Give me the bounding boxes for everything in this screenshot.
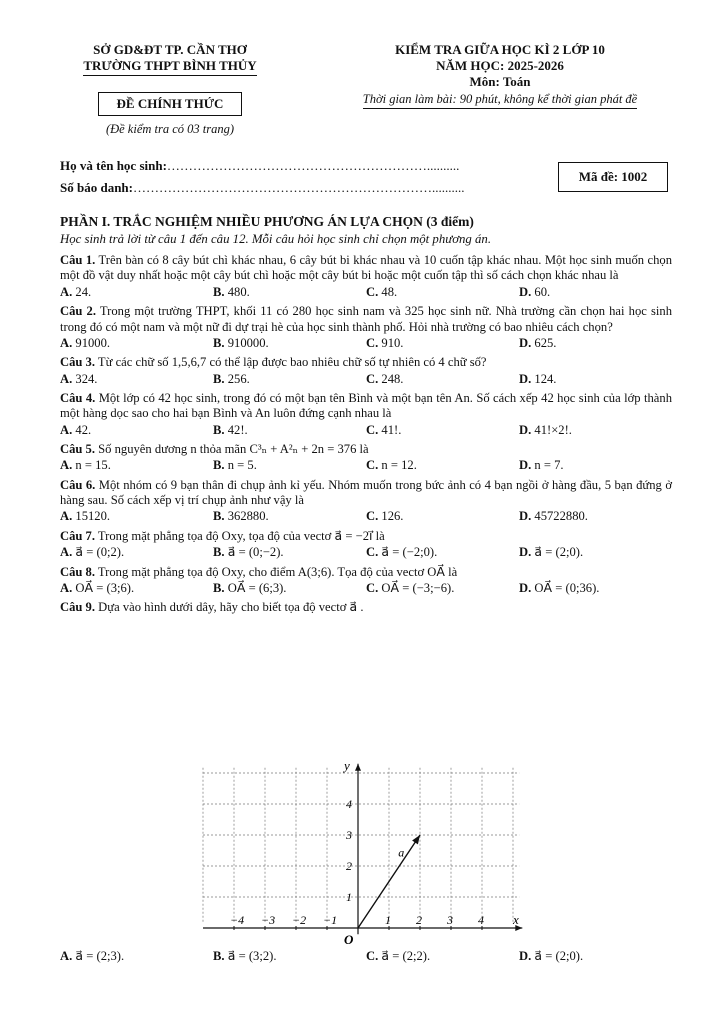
choice-value: n = 12. <box>381 458 417 473</box>
pages-note: (Đề kiểm tra có 03 trang) <box>105 121 235 136</box>
question-label: Câu 7. <box>60 528 95 543</box>
choice-c[interactable] <box>366 336 519 351</box>
choice-letter: C. <box>366 545 379 560</box>
school-year: NĂM HỌC: 2025-2026 <box>436 57 564 73</box>
question-text: Từ các chữ số 1,5,6,7 có thể lập được bao nhiêu chữ số tự nhiên có 4 chữ số? <box>97 355 487 370</box>
x-tick-label: −4 <box>230 913 245 927</box>
question-label: Câu 3. <box>60 355 95 370</box>
choice-c[interactable] <box>366 509 519 524</box>
choice-c[interactable] <box>366 285 519 300</box>
choice-letter: C. <box>366 509 379 524</box>
choice-letter: D. <box>519 580 532 595</box>
choice-c[interactable] <box>366 458 519 473</box>
choice-d[interactable] <box>519 949 672 964</box>
choice-value: a⃗ = (0;−2). <box>227 545 284 560</box>
choice-b[interactable] <box>213 509 366 524</box>
choice-value: 41!×2!. <box>534 422 572 437</box>
choice-value: 126. <box>381 509 404 524</box>
choice-d[interactable] <box>519 372 672 387</box>
y-axis-arrow <box>355 764 361 771</box>
choice-value: 362880. <box>227 509 269 524</box>
choice-value: n = 7. <box>534 458 564 473</box>
question-text: Số nguyên dương n thỏa mãn C³ₙ + A²ₙ + 2n = 376 là <box>98 442 369 457</box>
exam-code: Mã đề: 1002 <box>558 162 668 192</box>
vector-a-arrowhead <box>412 835 420 844</box>
choice-letter: D. <box>519 422 532 437</box>
choice-letter: C. <box>366 580 379 595</box>
choice-letter: B. <box>213 545 225 560</box>
choice-value: 910. <box>381 335 404 350</box>
choice-row <box>60 949 672 964</box>
choice-a[interactable] <box>60 372 213 387</box>
choice-letter: D. <box>519 284 532 299</box>
vector-a-label: a⃗ <box>398 845 414 860</box>
question-label: Câu 2. <box>60 304 96 319</box>
choice-letter: B. <box>213 422 225 437</box>
choice-c[interactable] <box>366 423 519 438</box>
choice-letter: D. <box>519 509 532 524</box>
choice-b[interactable] <box>213 423 366 438</box>
question-label: Câu 1. <box>60 253 96 268</box>
choice-letter: D. <box>519 371 532 386</box>
time-note: Thời gian làm bài: 90 phút, không kể thời gian phát đề <box>363 92 637 109</box>
choice-value: a⃗ = (0;2). <box>75 545 125 560</box>
choice-value: 910000. <box>227 335 269 350</box>
question-9-choices <box>60 948 672 968</box>
choice-value: a⃗ = (3;2). <box>227 949 277 963</box>
choice-a[interactable] <box>60 581 213 596</box>
choice-b[interactable] <box>213 372 366 387</box>
choice-value: a⃗ = (2;2). <box>381 949 431 963</box>
choice-a[interactable] <box>60 545 213 560</box>
choice-row <box>60 545 672 560</box>
exam-title: KIỂM TRA GIỮA HỌC KÌ 2 LỚP 10 <box>395 42 605 57</box>
choice-letter: B. <box>213 371 225 386</box>
choice-letter: A. <box>60 949 73 963</box>
choice-c[interactable] <box>366 949 519 964</box>
y-axis-label: y <box>344 760 350 773</box>
question-label: Câu 4. <box>60 390 96 405</box>
y-tick-label: 2 <box>346 859 352 873</box>
choice-row <box>60 372 672 387</box>
choice-row <box>60 458 672 473</box>
choice-value: OA⃗ = (3;6). <box>75 580 135 595</box>
choice-a[interactable] <box>60 423 213 438</box>
question-1 <box>60 253 672 284</box>
choice-b[interactable] <box>213 458 366 473</box>
question-5 <box>60 442 672 457</box>
question-3 <box>60 355 672 370</box>
choice-letter: A. <box>60 422 73 437</box>
choice-c[interactable] <box>366 372 519 387</box>
choice-d[interactable] <box>519 545 672 560</box>
choice-letter: D. <box>519 545 532 560</box>
choice-value: a⃗ = (2;0). <box>534 949 584 963</box>
x-axis-label: x <box>513 912 519 927</box>
choice-letter: A. <box>60 335 73 350</box>
coordinate-plane-svg <box>200 760 530 950</box>
choice-value: 24. <box>75 284 92 299</box>
x-tick-label: 2 <box>416 913 422 927</box>
exam-header <box>0 42 725 142</box>
question-9 <box>60 600 672 615</box>
choice-value: 324. <box>75 371 98 386</box>
question-text: Trên bàn có 8 cây bút chì khác nhau, 6 cây bút bi khác nhau và 10 cuốn tập khác nhau. Một học sinh muốn chọn một đồ vật duy nhất hoặc một cây bút chì hoặc một cây bút bi hoặc một cuốn tập thì số cách chọn khác nhau là <box>60 253 673 283</box>
y-tick-label: 4 <box>346 797 352 811</box>
choice-letter: C. <box>366 949 379 963</box>
choice-letter: C. <box>366 335 379 350</box>
choice-row <box>60 336 672 351</box>
choice-letter: B. <box>213 580 225 595</box>
choice-d[interactable] <box>519 336 672 351</box>
question-text: Trong mặt phẳng tọa độ Oxy, tọa độ của vectơ a⃗ = −2i⃗ là <box>97 528 385 543</box>
choice-row <box>60 581 672 596</box>
choice-a[interactable] <box>60 336 213 351</box>
question-list <box>60 253 672 616</box>
choice-letter: C. <box>366 371 379 386</box>
choice-d[interactable] <box>519 581 672 596</box>
choice-value: a⃗ = (2;3). <box>75 949 125 963</box>
student-name-dots: …………………………………………………….......... <box>166 158 460 173</box>
student-id-dots: …………………………………………………………….......... <box>132 179 465 195</box>
choice-b[interactable] <box>213 545 366 560</box>
choice-value: n = 5. <box>227 458 257 473</box>
subject-name: Môn: Toán <box>469 73 531 89</box>
choice-letter: C. <box>366 458 379 473</box>
choice-value: 124. <box>534 371 557 386</box>
origin-label: O <box>344 932 354 947</box>
question-4 <box>60 391 672 422</box>
choice-value: 15120. <box>75 509 111 524</box>
choice-a[interactable] <box>60 285 213 300</box>
official-stamp: ĐỀ CHÍNH THỨC <box>98 92 243 116</box>
question-label: Câu 6. <box>60 477 96 492</box>
choice-value: 91000. <box>75 335 111 350</box>
choice-value: a⃗ = (−2;0). <box>381 545 438 560</box>
choice-letter: A. <box>60 580 73 595</box>
choice-value: OA⃗ = (−3;−6). <box>381 580 455 595</box>
choice-letter: D. <box>519 335 532 350</box>
x-tick-label: −1 <box>323 913 338 927</box>
choice-letter: A. <box>60 284 73 299</box>
school-name: TRƯỜNG THPT BÌNH THỦY <box>83 58 256 76</box>
y-tick-label: 3 <box>346 828 352 842</box>
choice-letter: C. <box>366 422 379 437</box>
choice-value: 248. <box>381 371 404 386</box>
question-2 <box>60 304 672 335</box>
question-text: Một lớp có 42 học sinh, trong đó có một bạn tên Bình và một bạn tên An. Số cách xếp 42 học sinh của lớp thành một hàng dọc sao cho hai bạn Bình và An luôn đứng cạnh nhau là <box>60 390 672 421</box>
choice-a[interactable] <box>60 509 213 524</box>
choice-value: OA⃗ = (0;36). <box>534 580 600 595</box>
question-6 <box>60 478 672 509</box>
choice-value: 256. <box>227 371 250 386</box>
student-name-line <box>60 158 520 174</box>
choice-value: 60. <box>534 284 551 299</box>
choice-letter: D. <box>519 458 532 473</box>
header-right <box>310 42 690 109</box>
choice-value: 48. <box>381 284 398 299</box>
question-text: Một nhóm có 9 bạn thân đi chụp ảnh kỉ yếu. Nhóm muốn trong bức ảnh có 4 bạn ngồi ở hàng đầu, 5 bạn đứng ở hàng sau. Số cách xếp vị trí chụp ảnh như vậy là <box>60 477 672 508</box>
student-id-label: Số báo danh: <box>60 179 133 195</box>
choice-row <box>60 285 672 300</box>
choice-b[interactable] <box>213 285 366 300</box>
choice-value: 625. <box>534 335 557 350</box>
x-tick-label: 1 <box>385 913 391 927</box>
part-instruction: Học sinh trả lời từ câu 1 đến câu 12. Mỗi câu hỏi học sinh chỉ chọn một phương án. <box>60 232 492 247</box>
choice-d[interactable] <box>519 423 672 438</box>
student-id-line <box>60 180 520 196</box>
choice-row <box>60 509 672 524</box>
choice-letter: B. <box>213 458 225 473</box>
choice-b[interactable] <box>213 581 366 596</box>
choice-value: 45722880. <box>534 509 588 524</box>
choice-letter: A. <box>60 509 73 524</box>
choice-letter: A. <box>60 545 73 560</box>
choice-c[interactable] <box>366 581 519 596</box>
department-name: SỞ GD&ĐT TP. CẦN THƠ <box>93 42 247 57</box>
question-text: Dựa vào hình dưới dây, hãy cho biết tọa độ vectơ a⃗ . <box>98 600 364 615</box>
choice-d[interactable] <box>519 285 672 300</box>
choice-a[interactable] <box>60 949 213 964</box>
choice-value: 42. <box>75 422 92 437</box>
choice-letter: B. <box>213 335 225 350</box>
question-label: Câu 5. <box>60 442 95 457</box>
x-tick-label: −3 <box>261 913 276 927</box>
choice-letter: B. <box>213 949 225 963</box>
choice-b[interactable] <box>213 336 366 351</box>
choice-letter: A. <box>60 458 73 473</box>
choice-letter: B. <box>213 284 225 299</box>
choice-letter: A. <box>60 371 73 386</box>
choice-value: n = 15. <box>75 458 111 473</box>
choice-letter: D. <box>519 949 532 963</box>
question-text: Trong mặt phẳng tọa độ Oxy, cho điểm A(3;6). Tọa độ của vectơ OA⃗ là <box>97 564 458 579</box>
choice-value: 42!. <box>227 422 248 437</box>
x-tick-label: −2 <box>292 913 307 927</box>
question-label: Câu 9. <box>60 600 95 615</box>
exam-content <box>60 214 672 616</box>
y-tick-label: 1 <box>346 890 352 904</box>
coordinate-figure <box>200 760 530 950</box>
choice-d[interactable] <box>519 509 672 524</box>
x-tick-label: 4 <box>478 913 484 927</box>
choice-value: 480. <box>227 284 250 299</box>
choice-value: 41!. <box>381 422 402 437</box>
choice-value: OA⃗ = (6;3). <box>227 580 287 595</box>
student-info <box>60 158 520 202</box>
choice-row <box>60 423 672 438</box>
question-label: Câu 8. <box>60 564 95 579</box>
question-text: Trong một trường THPT, khối 11 có 280 học sinh nam và 325 học sinh nữ. Nhà trường cần chọn hai học sinh trong đó có một nam và một nữ đi dự trại hè của học sinh thành phố. Hỏi nhà trường có bao nhiêu cách chọn? <box>60 304 672 334</box>
question-8 <box>60 565 672 580</box>
student-name-label: Họ và tên học sinh: <box>60 158 167 173</box>
header-left <box>40 42 300 137</box>
choice-c[interactable] <box>366 545 519 560</box>
part-title: PHẦN I. TRẮC NGHIỆM NHIỀU PHƯƠNG ÁN LỰA CHỌN (3 điểm) <box>60 214 474 229</box>
choice-letter: B. <box>213 509 225 524</box>
x-tick-label: 3 <box>447 913 453 927</box>
choice-b[interactable] <box>213 949 366 964</box>
choice-letter: C. <box>366 284 379 299</box>
choice-value: a⃗ = (2;0). <box>534 545 584 560</box>
choice-d[interactable] <box>519 458 672 473</box>
question-7 <box>60 529 672 544</box>
choice-a[interactable] <box>60 458 213 473</box>
